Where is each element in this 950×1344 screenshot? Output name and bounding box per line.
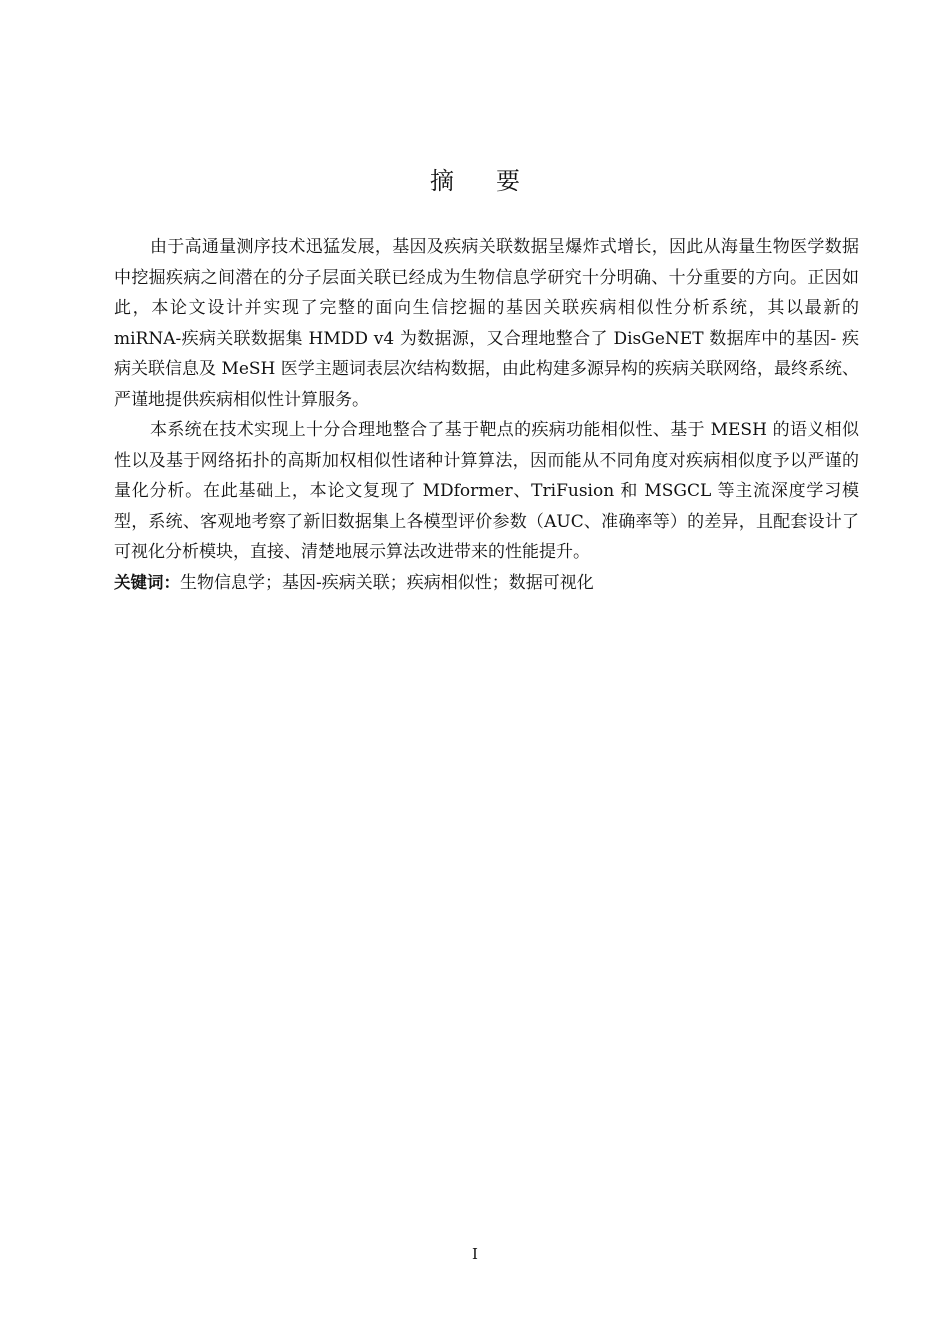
- abstract-body: [114, 232, 859, 598]
- keywords-list: 生物信息学；基因-疾病关联；疾病相似性；数据可视化: [180, 572, 594, 593]
- abstract-paragraph-2: 本系统在技术实现上十分合理地整合了基于靶点的疾病功能相似性、基于 MESH 的语义相似性以及基于网络拓扑的高斯加权相似性诸种计算算法，因而能从不同角度对疾病相似度予以严谨的量化分析。在此基础上，本论文复现了 MDformer、TriFusion 和 MSGCL 等主流深度学习模型，系统、客观地考察了新旧数据集上各模型评价参数（AUC、准确率等）的差异，且配套设计了可视化分析模块，直接、清楚地展示算法改进带来的性能提升。: [114, 420, 859, 562]
- page-number: I: [472, 1245, 478, 1263]
- abstract-title: 摘要: [430, 167, 562, 195]
- keywords-label: 关键词：: [114, 572, 180, 592]
- keywords-line: [114, 568, 859, 599]
- abstract-paragraph-1: 由于高通量测序技术迅猛发展，基因及疾病关联数据呈爆炸式增长，因此从海量生物医学数据中挖掘疾病之间潜在的分子层面关联已经成为生物信息学研究十分明确、十分重要的方向。正因如此，本论文设计并实现了完整的面向生信挖掘的基因关联疾病相似性分析系统，其以最新的 miRNA-疾病关联数据集 HMDD v4 为数据源，又合理地整合了 DisGeNET 数据库中的基因- 疾病关联信息及 MeSH 医学主题词表层次结构数据，由此构建多源异构的疾病关联网络，最终系统、严谨地提供疾病相似性计算服务。: [114, 237, 859, 410]
